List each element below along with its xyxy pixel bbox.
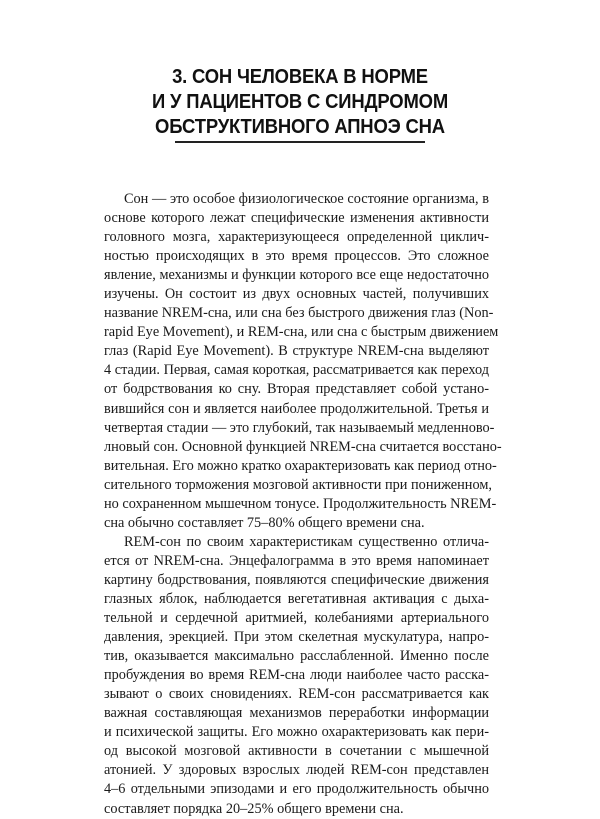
text-line: лновый сон. Основной функцией NREM-сна считается восстано- <box>104 438 502 455</box>
text-line: название NREM-сна, или сна без быстрого движения глаз (Non- <box>104 305 494 322</box>
text-line: важная составляющая механизмов переработки информации <box>104 705 489 722</box>
text-line: од высокой мозговой активности в сочетании с мышечной <box>104 743 489 760</box>
text-line: и психической защиты. Его можно охарактеризовать как пери- <box>104 724 489 741</box>
text-line: ностью происходящих в это время процессов. Это сложное <box>104 248 489 265</box>
text-line: REM-сон по своим характеристикам существенно отлича- <box>124 533 489 550</box>
text-line: вительная. Его можно кратко охарактеризовать как период отно- <box>104 457 497 474</box>
text-line: зывают о своих сновидениях. REM-сон рассматривается как <box>104 686 489 703</box>
paragraph-sleep-overview <box>104 190 502 533</box>
text-line: составляет порядка 20–25% общего времени сна. <box>104 800 404 817</box>
text-line: 4 стадии. Первая, самая короткая, рассматривается как переход <box>104 362 489 379</box>
text-line: глазных яблок, наблюдается вегетативная активация с дыха- <box>104 590 489 607</box>
title-underline <box>175 141 425 143</box>
text-line: сительного торможения мозговой активности при пониженном, <box>104 476 492 493</box>
paragraph-rem-sleep <box>104 533 489 819</box>
text-line: от бодрствования ко сну. Вторая представляет собой устано- <box>104 381 489 398</box>
text-line: тив, оказывается максимально расслабленной. Именно после <box>104 648 489 665</box>
text-line: явление, механизмы и функции которого все еще недостаточно <box>104 267 489 284</box>
text-line: rapid Eye Movement), и REM-сна, или сна с быстрым движением <box>104 324 499 341</box>
chapter-title-line: ОБСТРУКТИВНОГО АПНОЭ СНА <box>155 115 445 138</box>
text-line: Сон — это особое физиологическое состояние организма, в <box>124 191 489 207</box>
text-line: но сохраненном мышечном тонусе. Продолжительность NREM- <box>104 495 497 512</box>
text-line: атонией. У здоровых взрослых людей REM-сон представлен <box>104 762 489 779</box>
chapter-title-line: И У ПАЦИЕНТОВ С СИНДРОМОМ <box>151 90 449 113</box>
chapter-title <box>129 64 471 139</box>
text-line: картину бодрствования, появляются специфические движения <box>104 571 489 588</box>
text-line: четвертая стадии — это глубокий, так называемый медленново- <box>104 419 495 436</box>
text-line: 4–6 отдельными эпизодами и его продолжительность обычно <box>104 781 489 798</box>
body-text <box>104 190 502 819</box>
text-line: изучены. Он состоит из двух основных частей, получивших <box>104 286 489 303</box>
chapter-title-line: 3. СОН ЧЕЛОВЕКА В НОРМЕ <box>172 65 428 88</box>
text-line: основе которого лежат специфические изменения активности <box>104 210 489 227</box>
text-line: сна обычно составляет 75–80% общего времени сна. <box>104 514 425 531</box>
text-line: вившийся сон и является наиболее продолжительной. Третья и <box>104 400 489 417</box>
text-line: пробуждения во время REM-сна люди наиболее часто расска- <box>104 667 489 684</box>
text-line: тельной и сердечной аритмией, колебаниями артериального <box>104 610 489 627</box>
text-line: глаз (Rapid Eye Movement). В структуре NREM-сна выделяют <box>104 343 489 360</box>
text-line: ется от NREM-сна. Энцефалограмма в это время напоминает <box>104 552 489 569</box>
text-line: головного мозга, характеризующееся определенной циклич- <box>104 229 489 246</box>
text-line: давления, эрекцией. При этом скелетная мускулатура, напро- <box>104 629 489 646</box>
